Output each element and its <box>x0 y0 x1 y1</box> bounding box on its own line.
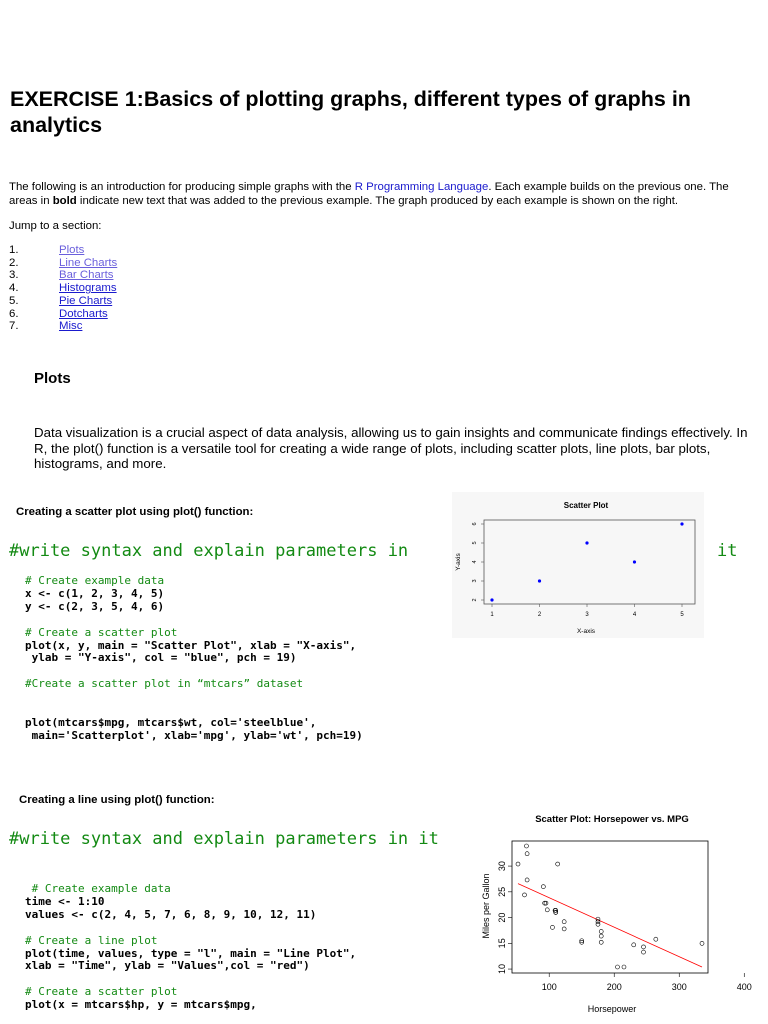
x-tick-label: 100 <box>541 982 557 992</box>
intro-text-mid: . Each example builds on the previous one. The areas in <box>9 181 729 207</box>
toc-link-bar-charts[interactable]: Bar Charts <box>59 269 114 282</box>
data-point <box>524 844 528 848</box>
data-point <box>525 878 529 882</box>
data-point <box>525 852 529 856</box>
code-line: plot(mtcars$mpg, mtcars$wt, col='steelblue', <box>25 715 317 729</box>
toc-number: 7. <box>9 320 19 333</box>
toc-link-line-charts[interactable]: Line Charts <box>59 256 118 269</box>
x-tick-label: 5 <box>680 612 684 618</box>
intro-text-before: The following is an introduction for producing simple graphs with the <box>9 181 355 193</box>
jump-label: Jump to a section: <box>9 220 102 232</box>
code-comment-line: #Create a scatter plot in “mtcars” dataset <box>25 677 304 691</box>
y-tick-label: 2 <box>472 598 478 602</box>
line-section-label: Creating a line using plot() function: <box>19 794 215 806</box>
toc-link-dotcharts[interactable]: Dotcharts <box>59 307 108 320</box>
toc-number: 4. <box>9 282 19 295</box>
toc-item <box>9 308 117 321</box>
data-point <box>516 862 520 866</box>
code-line: time <- 1:10 <box>25 894 105 908</box>
chart-title: Scatter Plot <box>563 501 609 510</box>
scatter-instruction: #write syntax and explain parameters in <box>9 541 409 561</box>
data-point <box>633 560 636 563</box>
y-tick-label: 15 <box>497 938 507 949</box>
plot-frame <box>512 841 708 973</box>
code-line: main='Scatterplot', xlab='mpg', ylab='wt', pch=19) <box>25 728 363 742</box>
y-tick-label: 10 <box>497 964 507 975</box>
data-point <box>585 541 588 544</box>
data-point <box>562 927 566 931</box>
code-comment-line: # Create a scatter plot <box>25 985 178 999</box>
data-point <box>632 943 636 947</box>
data-point <box>641 945 645 949</box>
data-point <box>700 941 704 945</box>
toc-item <box>9 257 117 270</box>
scatter-instruction-end: it <box>717 541 738 561</box>
data-point <box>562 920 566 924</box>
code-comment-line: # Create example data <box>25 574 165 587</box>
chart-title: Scatter Plot: Horsepower vs. MPG <box>535 814 689 825</box>
x-tick-label: 3 <box>585 612 589 618</box>
x-tick-label: 4 <box>632 612 637 618</box>
intro-bold-word: bold <box>52 194 77 207</box>
data-point <box>541 885 545 889</box>
x-tick-label: 200 <box>606 982 622 992</box>
y-tick-label: 3 <box>472 579 478 583</box>
y-tick-label: 30 <box>497 861 507 872</box>
code-line: plot(time, values, type = "l", main = "Line Plot", <box>25 946 357 960</box>
toc-item <box>9 295 117 308</box>
line-code-block <box>25 883 356 1012</box>
x-axis-label: Horsepower <box>587 1004 637 1014</box>
section-toc <box>9 244 117 333</box>
data-point <box>615 965 619 969</box>
code-line: x <- c(1, 2, 3, 4, 5) <box>25 586 165 600</box>
page-title: EXERCISE 1:Basics of plotting graphs, different types of graphs in analytics <box>10 87 691 137</box>
toc-number: 6. <box>9 307 19 320</box>
y-tick-label: 4 <box>472 560 478 564</box>
plots-paragraph: Data visualization is a crucial aspect of data analysis, allowing us to gain insights and communicate findings effectively. In R, the plot() function is a versatile tool for creating a wide range of plots, including scatter plots, line plots, bar plots, histograms, and more. <box>34 425 748 471</box>
x-tick-label: 300 <box>671 982 687 992</box>
code-comment-line: # Create example data <box>25 882 171 895</box>
y-tick-label: 6 <box>472 522 478 526</box>
code-line: y <- c(2, 3, 5, 4, 6) <box>25 599 165 613</box>
data-point <box>550 925 554 929</box>
data-point <box>545 908 549 912</box>
scatter-plot-chart <box>452 492 704 638</box>
code-line: plot(x = mtcars$hp, y = mtcars$mpg, <box>25 998 257 1012</box>
data-point <box>556 862 560 866</box>
data-point <box>680 522 683 525</box>
toc-number: 3. <box>9 269 19 282</box>
intro-text-after: indicate new text that was added to the previous example. The graph produced by each example is shown on the right. <box>76 194 679 207</box>
y-tick-label: 5 <box>472 541 478 545</box>
scatter-section-label: Creating a scatter plot using plot() function: <box>16 506 254 518</box>
x-tick-label: 2 <box>537 612 542 618</box>
code-comment-line: # Create a line plot <box>25 933 158 947</box>
data-point <box>654 937 658 941</box>
toc-number: 2. <box>9 256 19 269</box>
hp-mpg-scatter-chart <box>476 806 752 1016</box>
y-tick-label: 20 <box>497 912 507 923</box>
toc-link-plots[interactable]: Plots <box>59 244 85 256</box>
y-tick-label: 25 <box>497 886 507 897</box>
toc-link-histograms[interactable]: Histograms <box>59 282 117 295</box>
code-line: xlab = "Time", ylab = "Values",col = "red") <box>25 959 310 973</box>
data-point <box>599 929 603 933</box>
x-axis-label: X-axis <box>576 628 596 635</box>
data-point <box>622 965 626 969</box>
toc-number: 1. <box>9 244 19 256</box>
y-axis-label: Y-axis <box>455 553 462 571</box>
y-axis-label: Miles per Gallon <box>481 873 491 939</box>
code-line: values <- c(2, 4, 5, 7, 6, 8, 9, 10, 12, 11) <box>25 907 317 921</box>
data-point <box>538 579 541 582</box>
toc-number: 5. <box>9 294 19 307</box>
toc-link-misc[interactable]: Misc <box>59 320 83 333</box>
data-point <box>523 893 527 897</box>
x-tick-label: 400 <box>736 982 752 992</box>
toc-item <box>9 282 117 295</box>
toc-item <box>9 320 117 333</box>
line-instruction: #write syntax and explain parameters in it <box>9 829 439 849</box>
scatter-code-block <box>25 575 363 743</box>
data-point <box>641 950 645 954</box>
plots-heading: Plots <box>34 370 71 387</box>
intro-paragraph <box>9 181 759 208</box>
r-language-link[interactable]: R Programming Language <box>354 181 489 193</box>
toc-item <box>9 244 117 257</box>
data-point <box>599 934 603 938</box>
toc-link-pie-charts[interactable]: Pie Charts <box>59 294 113 307</box>
code-comment-line: # Create a scatter plot <box>25 625 178 639</box>
code-line: ylab = "Y-axis", col = "blue", pch = 19) <box>25 651 297 665</box>
data-point <box>599 940 603 944</box>
data-point <box>490 598 493 601</box>
toc-item <box>9 269 117 282</box>
x-tick-label: 1 <box>490 612 494 618</box>
code-line: plot(x, y, main = "Scatter Plot", xlab = "X-axis", <box>25 638 357 652</box>
regression-line <box>518 884 702 967</box>
